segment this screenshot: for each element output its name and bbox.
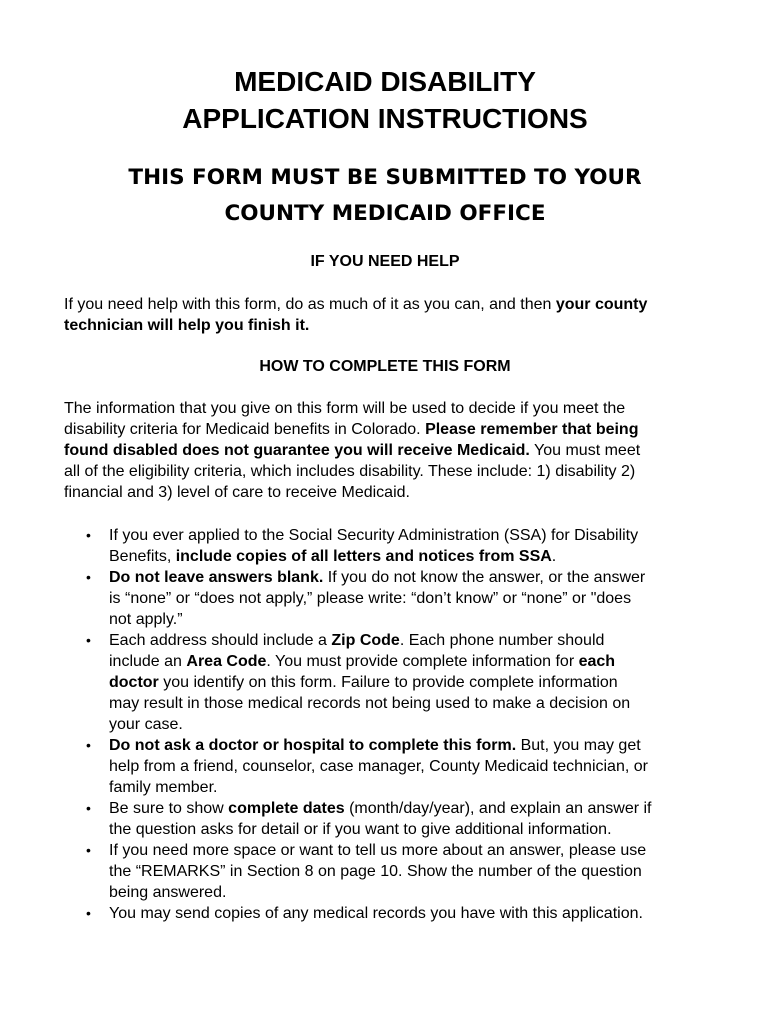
bullet-icon: • bbox=[86, 842, 91, 858]
bullet-icon: • bbox=[86, 800, 91, 816]
bullet-icon: • bbox=[86, 905, 91, 921]
how-to-line-4: all of the eligibility criteria, which includes disability. These include: 1) disability 2) bbox=[64, 463, 636, 480]
list-item bbox=[64, 840, 734, 903]
list-item-text: If you need more space or want to tell us more about an answer, please use bbox=[109, 842, 647, 859]
list-item-text: . Each phone number should bbox=[399, 632, 605, 649]
list-item-text: help from a friend, counselor, case manager, County Medicaid technician, or bbox=[109, 758, 648, 775]
list-item-text: you identify on this form. Failure to provide complete information bbox=[158, 674, 618, 691]
list-item-emphasis: include copies of all letters and notices from SSA bbox=[175, 548, 552, 565]
instruction-list bbox=[64, 525, 734, 924]
list-item-emphasis: Do not leave answers blank. bbox=[109, 569, 324, 586]
list-item-emphasis: each bbox=[578, 653, 616, 670]
help-heading: IF YOU NEED HELP bbox=[310, 253, 460, 270]
list-item-text: the “REMARKS” in Section 8 on page 10. Show the number of the question bbox=[109, 863, 642, 880]
bullet-icon: • bbox=[86, 737, 91, 753]
list-item bbox=[64, 903, 734, 924]
list-item-emphasis: doctor bbox=[109, 674, 159, 691]
page-title-line-2: APPLICATION INSTRUCTIONS bbox=[182, 103, 588, 134]
bullet-icon: • bbox=[86, 569, 91, 585]
list-item-emphasis: complete dates bbox=[228, 800, 345, 817]
list-item-text: You may send copies of any medical records you have with this application. bbox=[109, 905, 643, 922]
list-item-emphasis: Area Code bbox=[186, 653, 267, 670]
list-item bbox=[64, 567, 734, 630]
how-to-line-5: financial and 3) level of care to receive Medicaid. bbox=[64, 484, 410, 501]
list-item-text: . bbox=[551, 548, 557, 565]
list-item-text: being answered. bbox=[109, 884, 227, 901]
list-item bbox=[64, 630, 734, 735]
list-item-emphasis: Do not ask a doctor or hospital to complete this form. bbox=[109, 737, 517, 754]
page-title-line-1: MEDICAID DISABILITY bbox=[234, 66, 536, 97]
how-to-emphasis-cont: found disabled does not guarantee you will receive Medicaid. bbox=[64, 442, 530, 459]
list-item-text: your case. bbox=[109, 716, 183, 733]
list-item-text: include an bbox=[109, 653, 187, 670]
how-to-line-2: disability criteria for Medicaid benefits in Colorado. bbox=[64, 421, 426, 438]
list-item-text: Each address should include a bbox=[109, 632, 332, 649]
list-item-emphasis: Zip Code bbox=[331, 632, 400, 649]
list-item-text: But, you may get bbox=[516, 737, 641, 754]
help-text: If you need help with this form, do as much of it as you can, and then bbox=[64, 296, 556, 313]
submission-notice-line-2: COUNTY MEDICAID OFFICE bbox=[224, 201, 546, 226]
help-emphasis-cont: technician will help you finish it. bbox=[64, 317, 310, 334]
submission-notice-line-1: THIS FORM MUST BE SUBMITTED TO YOUR bbox=[128, 165, 642, 190]
bullet-icon: • bbox=[86, 527, 91, 543]
list-item-text: If you ever applied to the Social Security Administration (SSA) for Disability bbox=[109, 527, 639, 544]
list-item-text: not apply.” bbox=[109, 611, 183, 628]
list-item-text: . You must provide complete information for bbox=[266, 653, 579, 670]
bullet-icon: • bbox=[86, 632, 91, 648]
list-item bbox=[64, 735, 734, 798]
help-emphasis: your county bbox=[555, 296, 648, 313]
list-item-text: may result in those medical records not being used to make a decision on bbox=[109, 695, 631, 712]
how-to-emphasis: Please remember that being bbox=[425, 421, 639, 438]
help-paragraph bbox=[64, 294, 724, 336]
list-item-text: the question asks for detail or if you want to give additional information. bbox=[109, 821, 612, 838]
list-item-text: family member. bbox=[109, 779, 218, 796]
how-to-line-1: The information that you give on this form will be used to decide if you meet the bbox=[64, 400, 626, 417]
list-item bbox=[64, 798, 734, 840]
list-item-text: Benefits, bbox=[109, 548, 176, 565]
list-item bbox=[64, 525, 734, 567]
list-item-text: Be sure to show bbox=[109, 800, 229, 817]
how-to-line-3: You must meet bbox=[529, 442, 641, 459]
how-to-heading: HOW TO COMPLETE THIS FORM bbox=[259, 358, 511, 375]
list-item-text: is “none” or “does not apply,” please write: “don’t know” or “none” or "does bbox=[109, 590, 632, 607]
list-item-text: (month/day/year), and explain an answer if bbox=[344, 800, 652, 817]
how-to-paragraph bbox=[64, 398, 724, 503]
list-item-text: If you do not know the answer, or the answer bbox=[323, 569, 646, 586]
